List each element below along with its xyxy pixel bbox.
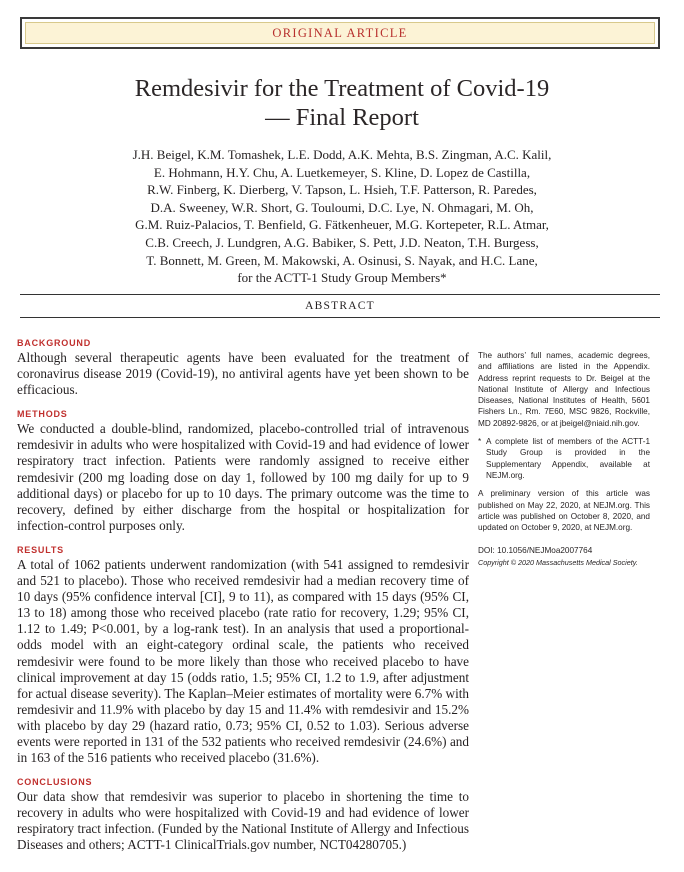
author-line: C.B. Creech, J. Lundgren, A.G. Babiker, S. Pett, J.D. Neaton, T.H. Burgess, [145,234,539,250]
section-text: Our data show that remdesivir was superior to placebo in shortening the time to recovery in adults who were hospitalized with Covid-19 and had evidence of lower respiratory tract infection. (Funded by the National Institute of Allergy and Infectious Diseases and others; ACTT-1 ClinicalTrials.gov number, NCT04280705.) [17,789,469,853]
abstract-body [17,337,469,864]
study-group-footnote [478,436,650,488]
section-heading: BACKGROUND [17,338,91,348]
section-heading: CONCLUSIONS [17,777,93,788]
section-text: A total of 1062 patients underwent randomization (with 541 assigned to remdesivir and 521 to placebo). Those who received remdesivir had a median recovery time of 10 days (95% confidence interval [CI], 9 to 11), as compared with 15 days (95% CI, 13 to 18) among those who received placebo (rate ratio for recovery, 1.29; 95% CI, 1.12 to 1.49; P<0.001, by a log-rank test). In an analysis that used a proportional-odds model with an eight-category ordinal scale, the patients who received remdesivir were found to be more likely than those who received placebo to have clinical improvement at day 15 (odds ratio, 1.5; 95% CI, 1.2 to 1.9, after adjustment for actual disease severity). The Kaplan–Meier estimates of mortality were 6.7% with remdesivir and 11.9% with placebo by day 15 and 11.4% with remdesivir and 15.2% with placebo by day 29 (hazard ratio, 0.73; 95% CI, 0.52 to 1.03). Serious adverse events were reported in 131 of the 532 patients who received remdesivir (24.6%) and in 163 of the 516 patients who received placebo (31.6%). [17,556,470,766]
section-text: Although several therapeutic agents have been evaluated for the treatment of coronavirus disease 2019 (Covid-19), no antiviral agents have yet been shown to be efficacious. [17,350,469,398]
author-line: R.W. Finberg, K. Dierberg, V. Tapson, L. Hsieh, T.F. Patterson, R. Paredes, [147,182,537,198]
publication-history-note: A preliminary version of this article was published on May 22, 2020, at NEJM.org. This article was published on October 8, 2020, and updated on October 9, 2020, at NEJM.org. [478,489,650,533]
section-background [17,337,469,398]
section-heading: RESULTS [17,544,64,555]
section-results [17,544,469,766]
doi-label: DOI: 10.1056/NEJMoa2007764 [478,546,593,556]
author-line: T. Bonnett, M. Green, M. Makowski, A. Osinusi, S. Nayak, and H.C. Lane, [146,252,538,268]
author-line: G.M. Ruiz-Palacios, T. Benfield, G. Fätkenheuer, M.G. Kortepeter, R.L. Atmar, [135,217,549,233]
author-list [0,146,684,287]
section-methods [17,408,469,534]
author-line: for the ACTT-1 Study Group Members* [237,270,447,286]
author-line: E. Hohmann, H.Y. Chu, A. Luetkemeyer, S. Kline, D. Lopez de Castilla, [153,164,531,180]
footnote-mark: * [478,437,482,447]
footnote-text: A complete list of members of the ACTT-1 Study Group is provided in the Supplementary Appendix, available at NEJM.org. [486,437,650,480]
copyright-notice: Copyright © 2020 Massachusetts Medical Society. [478,557,638,567]
abstract-heading-label: ABSTRACT [305,300,375,312]
section-text: We conducted a double-blind, randomized, placebo-controlled trial of intravenous remdesivir in adults who were hospitalized with Covid-19 and had evidence of lower respiratory tract infection. Patients were randomly assigned to receive either remdesivir (200 mg loading dose on day 1, followed by 100 mg daily for up to 9 additional days) or placebo for up to 10 days. The primary outcome was the time to recovery, defined by either discharge from the hospital or hospitalization for infection-control purposes only. [17,421,469,533]
article-type-banner [20,17,660,49]
section-heading: METHODS [17,409,68,420]
title-line-1: Remdesivir for the Treatment of Covid-19 [134,75,550,102]
author-line: J.H. Beigel, K.M. Tomashek, L.E. Dodd, A.K. Mehta, B.S. Zingman, A.C. Kalil, [132,147,552,162]
abstract-heading [20,294,660,318]
article-title [0,74,684,132]
sidebar-notes [478,350,650,568]
title-line-2: — Final Report [265,104,419,131]
section-conclusions [17,776,469,853]
affiliations-note: The authors’ full names, academic degrees, and affiliations are listed in the Appendix. Address reprint requests to Dr. Beigel at the National Institute of Allergy and Infectious Diseases, National Institutes of Health, 5601 Fishers Ln., Rm. 7E60, MSC 9826, Rockville, MD 20892-9826, or at jbeigel@niaid.nih.gov. [478,351,650,428]
article-type-label: ORIGINAL ARTICLE [272,25,408,40]
author-line: D.A. Sweeney, W.R. Short, G. Touloumi, D.C. Lye, N. Ohmagari, M. Oh, [150,199,534,215]
